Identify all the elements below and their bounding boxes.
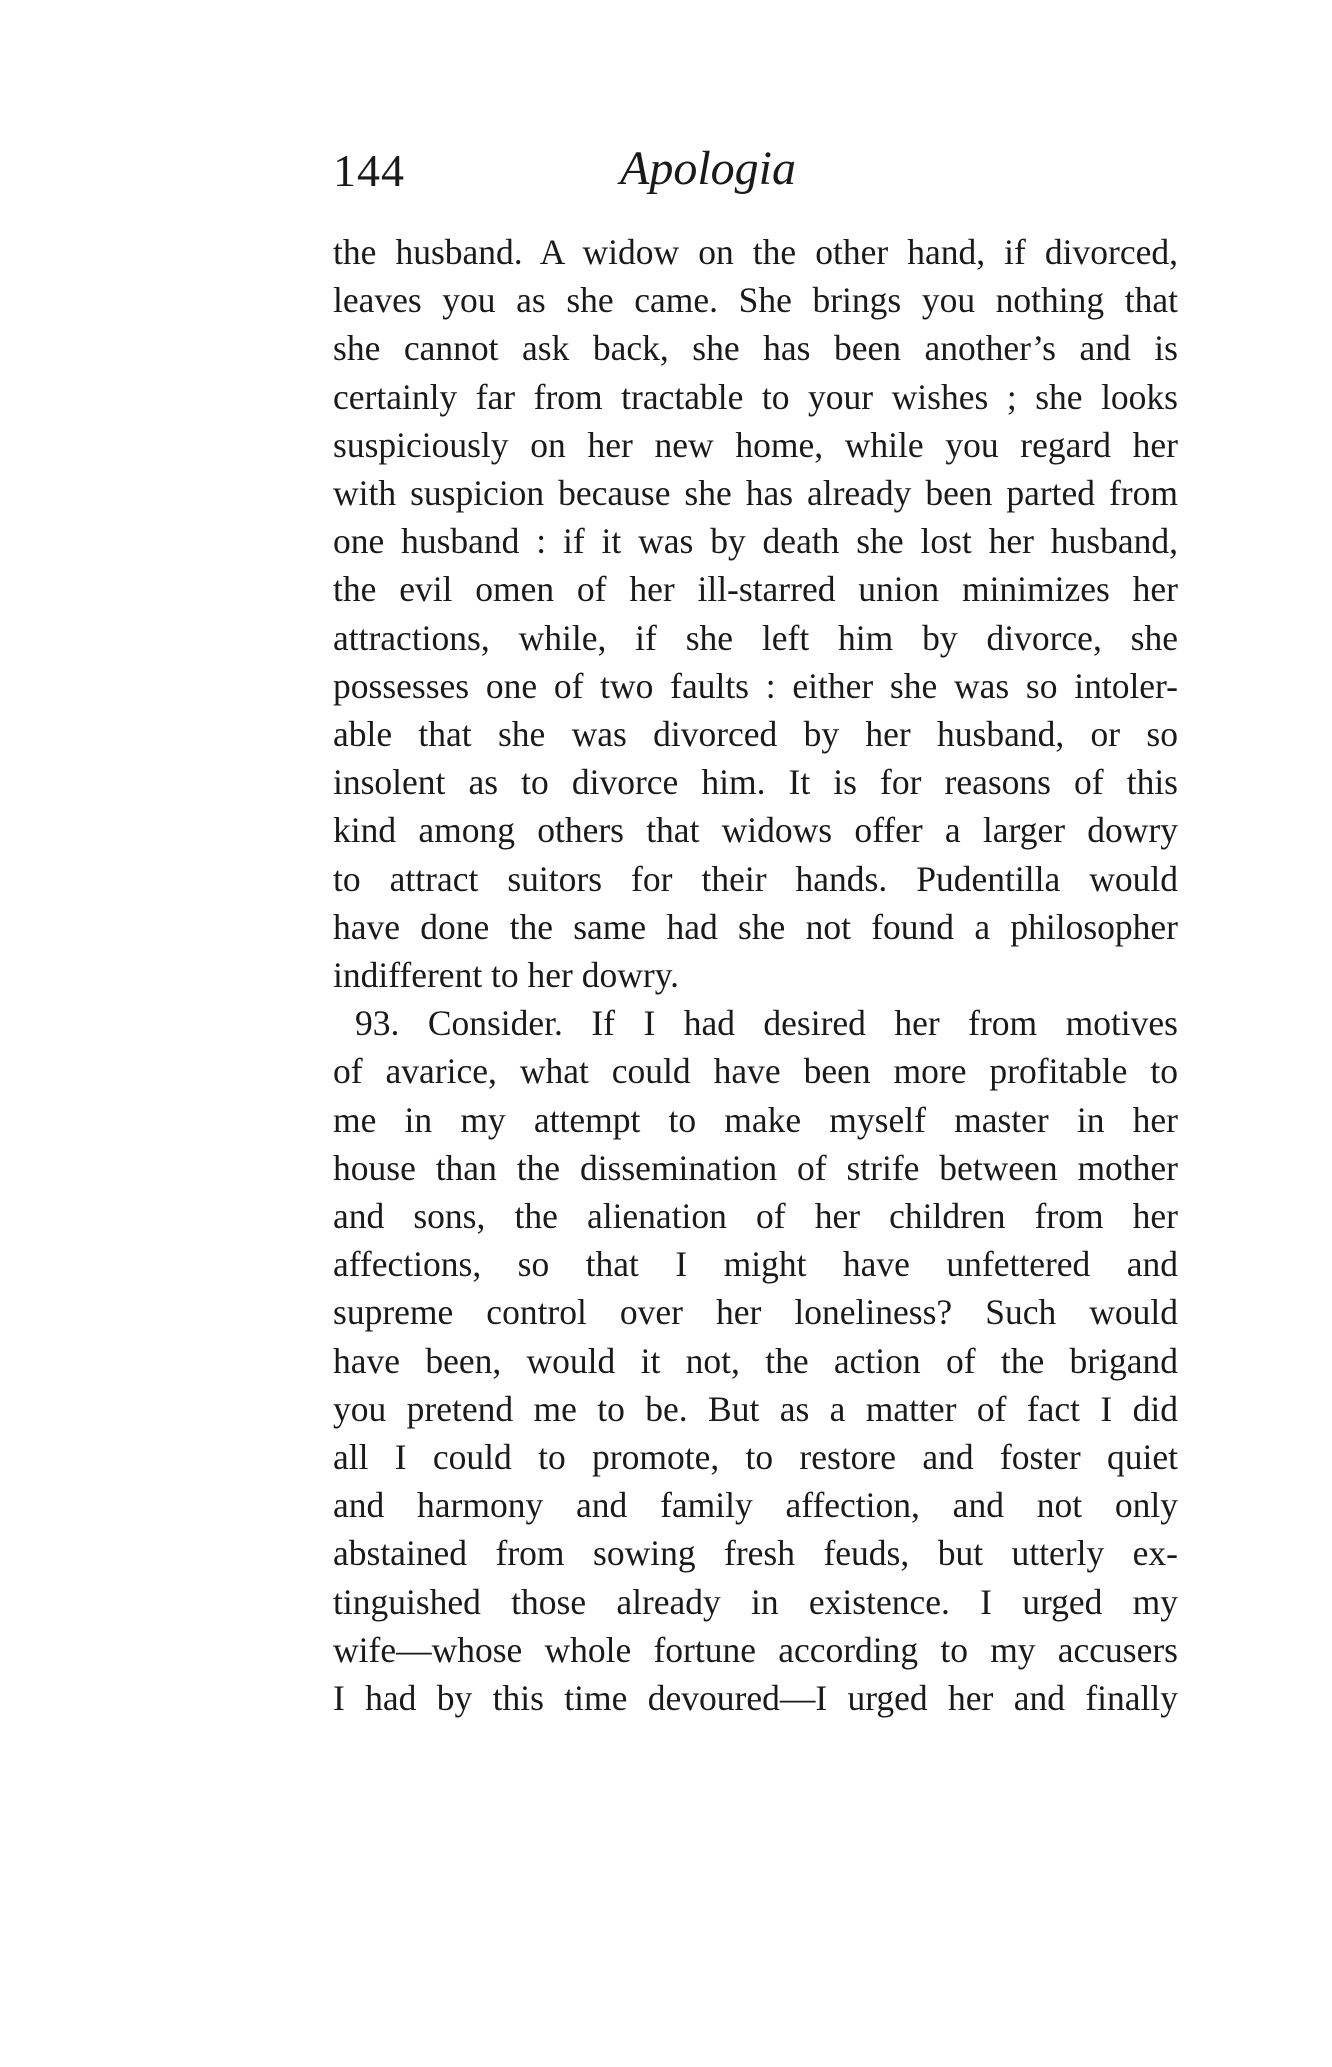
text-line: the evil omen of her ill-starred union minimizes her <box>333 569 1178 610</box>
text-line: suspiciously on her new home, while you regard her <box>333 424 1178 465</box>
text-line: and harmony and family affection, and not only <box>333 1485 1178 1526</box>
running-title: Apologia <box>620 142 796 195</box>
text-line: house than the dissemination of strife between mother <box>333 1147 1178 1188</box>
page-number: 144 <box>333 145 405 196</box>
text-line: attractions, while, if she left him by divorce, she <box>333 617 1178 658</box>
text-line: I had by this time devoured—I urged her and finally <box>333 1678 1178 1719</box>
text-line: to attract suitors for their hands. Pudentilla would <box>333 858 1178 899</box>
text-line: have done the same had she not found a philosopher <box>333 906 1178 947</box>
text-line: with suspicion because she has already been parted from <box>333 473 1178 514</box>
text-line: kind among others that widows offer a larger dowry <box>333 810 1178 851</box>
text-line: leaves you as she came. She brings you nothing that <box>333 280 1178 321</box>
text-line: wife—whose whole fortune according to my accusers <box>333 1629 1178 1670</box>
text-line: the husband. A widow on the other hand, if divorced, <box>333 232 1178 272</box>
text-line: indifferent to her dowry. <box>333 955 680 996</box>
text-line: insolent as to divorce him. It is for reasons of this <box>333 762 1178 803</box>
text-line: possesses one of two faults : either she was so intoler- <box>333 665 1178 706</box>
text-line: able that she was divorced by her husband, or so <box>333 714 1178 755</box>
text-line: abstained from sowing fresh feuds, but utterly ex- <box>333 1533 1178 1574</box>
text-line: supreme control over her loneliness? Such would <box>333 1292 1178 1333</box>
paragraph-start-line: 93. Consider. If I had desired her from motives <box>355 1003 1178 1044</box>
text-line: she cannot ask back, she has been another’s and is <box>333 328 1178 369</box>
text-line: and sons, the alienation of her children from her <box>333 1196 1178 1237</box>
text-line: all I could to promote, to restore and foster quiet <box>333 1437 1178 1478</box>
text-line: affections, so that I might have unfettered and <box>333 1244 1178 1285</box>
text-line: of avarice, what could have been more profitable to <box>333 1051 1178 1092</box>
text-line: you pretend me to be. But as a matter of fact I did <box>333 1388 1178 1429</box>
body-text <box>333 228 1178 1722</box>
text-line: one husband : if it was by death she lost her husband, <box>333 521 1178 562</box>
text-line: tinguished those already in existence. I urged my <box>333 1581 1178 1622</box>
text-line: me in my attempt to make myself master in her <box>333 1099 1178 1140</box>
text-line: have been, would it not, the action of the brigand <box>333 1340 1178 1381</box>
text-line: certainly far from tractable to your wishes ; she looks <box>333 376 1178 417</box>
